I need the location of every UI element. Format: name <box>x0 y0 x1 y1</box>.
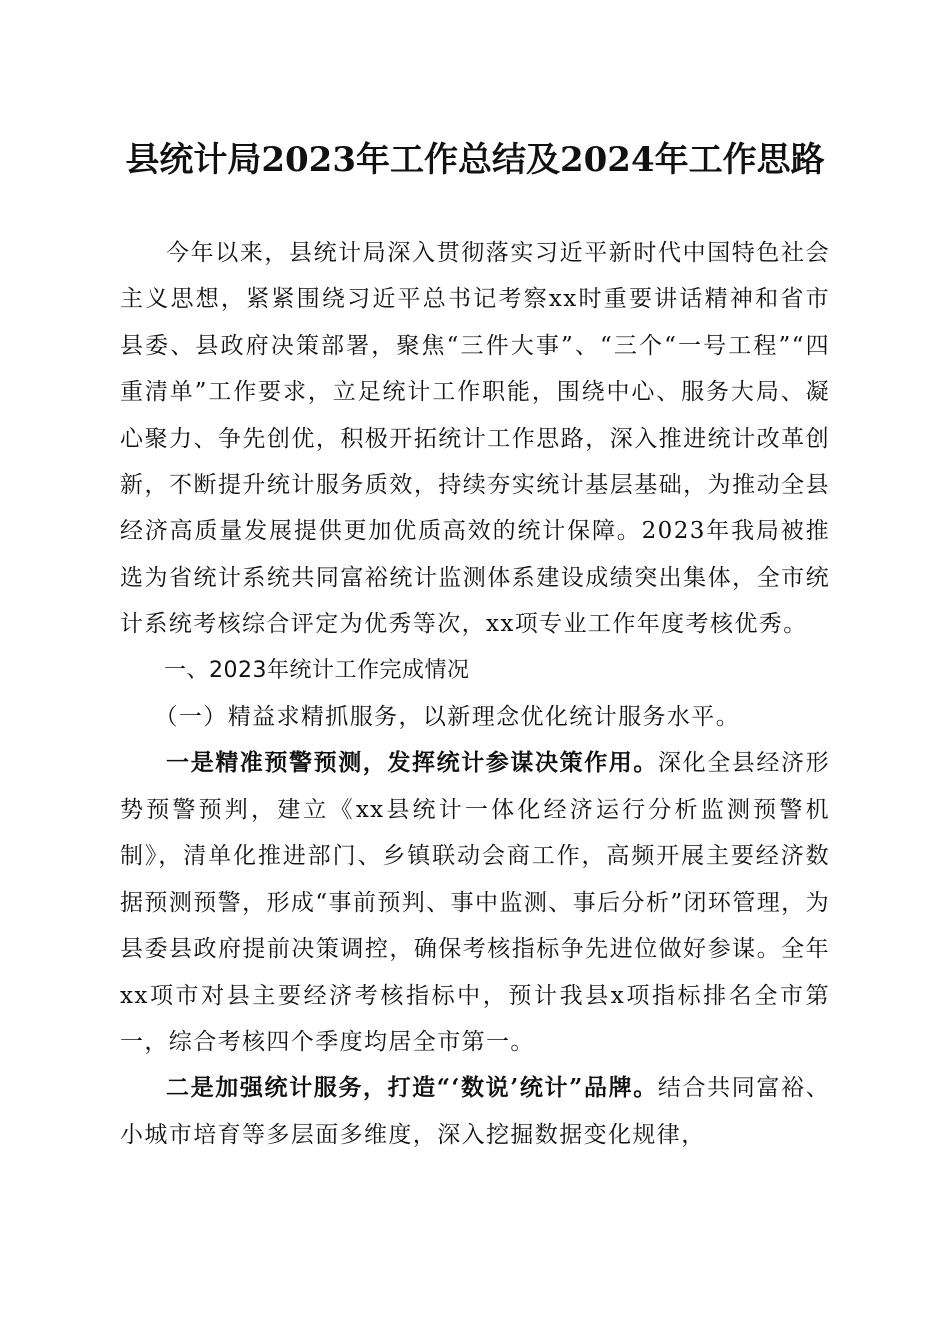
item-text: 深化全县经济形势预警预判，建立《xx县统计一体化经济运行分析监测预警机制》，清单化推进部门、乡镇联动会商工作，高频开展主要经济数据预测预警，形成“事前预判、事中监测、事后分析”闭环管理，为县委县政府提前决策调控，确保考核指标争先进位做好参谋。全年xx项市对县主要经济考核指标中，预计我县x项指标排名全市第一，综合考核四个季度均居全市第一。 <box>120 750 830 1055</box>
item-lead: 一是精准预警预测，发挥统计参谋决策作用。 <box>166 749 658 777</box>
document-title: 县统计局2023年工作总结及2024年工作思路 <box>125 140 825 180</box>
item-paragraph <box>120 740 830 1065</box>
document-body <box>120 230 830 1158</box>
item-text: 结合共同富裕、小城市培育等多层面多维度，深入挖掘数据变化规律， <box>120 1075 830 1148</box>
section-heading: 一、2023年统计工作完成情况 <box>164 657 470 683</box>
intro-paragraph: 今年以来，县统计局深入贯彻落实习近平新时代中国特色社会主义思想，紧紧围绕习近平总书记考察xx时重要讲话精神和省市县委、县政府决策部署，聚焦“三件大事”、“三个“一号工程”“四重清单”工作要求，立足统计工作职能，围绕中心、服务大局、凝心聚力、争先创优，积极开拓统计工作思路，深入推进统计改革创新，不断提升统计服务质效，持续夯实统计基层基础，为推动全县经济高质量发展提供更加优质高效的统计保障。2023年我局被推选为省统计系统共同富裕统计监测体系建设成绩突出集体，全市统计系统考核综合评定为优秀等次，xx项专业工作年度考核优秀。 <box>120 240 830 638</box>
item-lead: 二是加强统计服务，打造“‘数说’统计”品牌。 <box>166 1074 658 1102</box>
item-paragraph <box>120 1065 830 1158</box>
subsection-heading: （一）精益求精抓服务，以新理念优化统计服务水平。 <box>154 704 741 731</box>
